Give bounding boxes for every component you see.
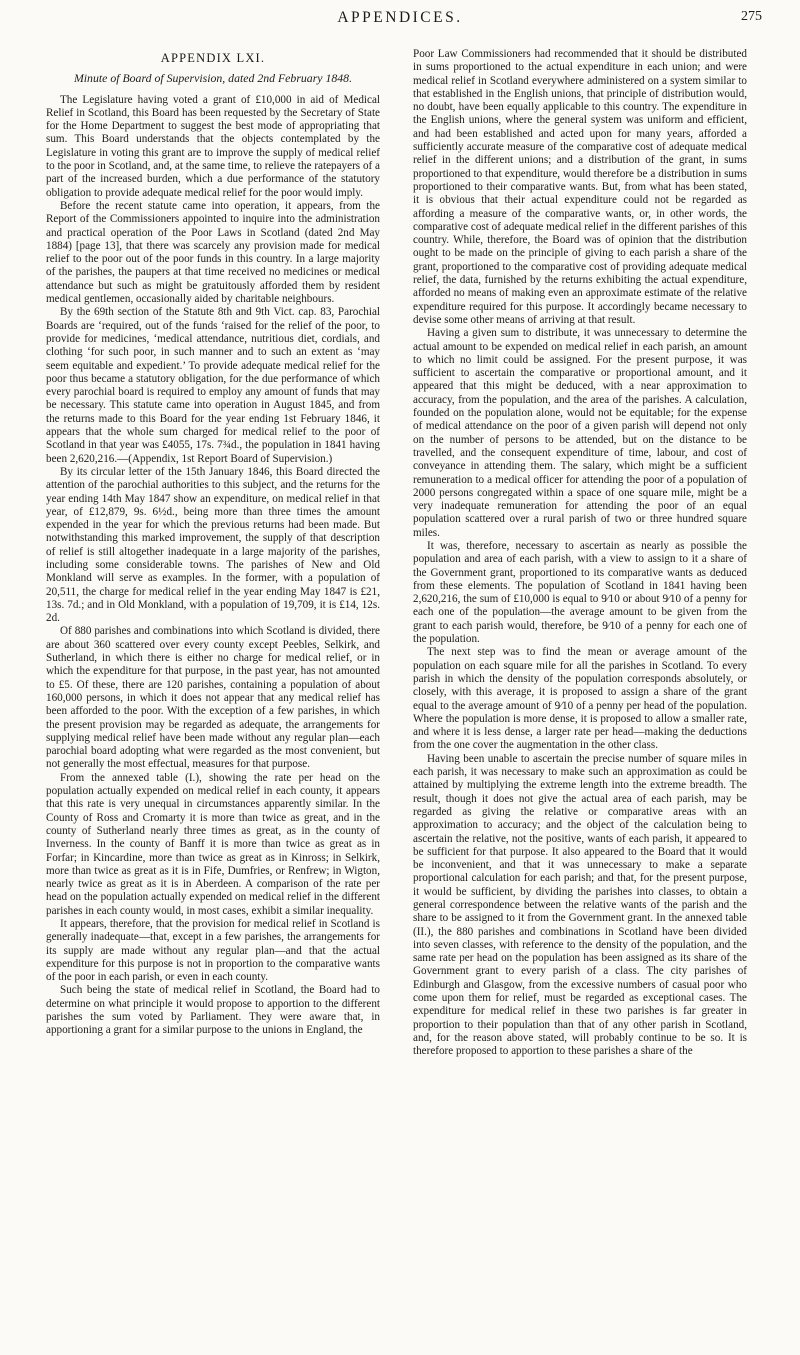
paragraph: Such being the state of medical relief in Scotland, the Board had to determine on what principle it would propose to apportion to the different parishes the sum voted by Parliament. They were aware that, in apportioning a grant for a similar purpose to the unions in England, the [46, 984, 380, 1037]
appendix-title: APPENDIX LXI. [160, 51, 266, 65]
paragraph: Of 880 parishes and combinations into which Scotland is divided, there are about 360 scattered over every county except Peebles, Selkirk, and Sutherland, in which there is either no charge for medical relief, or in which the expenditure for that purpose, in the past year, has not amounted to £5. Of these, there are 120 parishes, containing a population of about 160,000 persons, in which it does not appear that any medical relief has been afforded to the poor. With the exception of a few parishes, in which the present provision may be regarded as adequate, the arrangements for supplying medical relief have been made without any regular plan—each parochial board adopting what were regarded as the most convenient, but not generally the most effectual, measures for that purpose. [46, 625, 380, 771]
right-column [413, 48, 747, 1059]
paragraph: From the annexed table (I.), showing the rate per head on the population actually expended on medical relief in each county, it appears that this rate is very unequal in circumstances apparently similar. In the County of Ross and Cromarty it is more than twice as great, and in the county of Sutherland nearly three times as great, as in the county of Inverness. In the county of Banff it is more than twice as great as in Forfar; in Kincardine, more than twice as great as in Kinross; in Selkirk, more than twice as great as it is in Fife, Dumfries, or Renfrew; in Wigton, nearly twice as great as it is in Aberdeen. A comparison of the rate per head on the population actually expended on medical relief in the different parishes in each county would, in most cases, exhibit a similar inequality. [46, 771, 380, 917]
paragraph: By its circular letter of the 15th January 1846, this Board directed the attention of the parochial authorities to this subject, and the returns for the year ending 14th May 1847 show an expenditure, on medical relief in that year, of £12,879, 9s. 6½d., being more than three times the amount expended in the year for which the previous returns had been made. But notwithstanding this marked improvement, the supply of that description of relief is still altogether inadequate in a large majority of the parishes, including some considerable towns. The parishes of New and Old Monkland will serve as examples. In the former, with a population of 20,511, the charge for medical relief in the year ending May 1847 is £21, 13s. 7d.; and in Old Monkland, with a population of 19,709, it is £14, 12s. 2d. [46, 465, 380, 625]
running-head: APPENDICES. [337, 9, 463, 26]
paragraph: It was, therefore, necessary to ascertain as nearly as possible the population and area of each parish, with a view to assign to it a share of the Government grant, proportioned to its comparative wants as deduced from these elements. The population of Scotland in 1841 having been 2,620,216, the sum of £10,000 is equal to 9⁄10 or about 9⁄10 of a penny for each one of the population—the average amount to be given from the grant to each parish would, therefore, be 9⁄10 of a penny for each one of the population. [413, 539, 747, 646]
paragraph: The Legislature having voted a grant of £10,000 in aid of Medical Relief in Scotland, this Board has been requested by the Secretary of State for the Home Department to suggest the best mode of appropriating that sum. This Board understands that the objects contemplated by the Legislature in voting this grant are to improve the supply of medical relief to the poor in Scotland, and, at the same time, to relieve the ratepayers of a part of the increased burden, which a due performance of the statutory obligation to provide adequate medical relief for the poor would imply. [46, 93, 380, 199]
page-header [0, 6, 800, 34]
paragraph: Before the recent statute came into operation, it appears, from the Report of the Commissioners appointed to inquire into the administration and practical operation of the Poor Laws in Scotland (dated 2nd May 1884) [page 13], that there was scarcely any provision made for medical relief to the poor out of the poor funds in this country. In a large majority of the parishes, the paupers at that time received no medicines or medical attendance but such as might be gratuitously afforded them by resident medical gentlemen, occasionally aided by charitable neighbours. [46, 199, 380, 306]
paragraph: Poor Law Commissioners had recommended that it should be distributed in sums proportioned to the actual expenditure in each union; and were medical relief in Scotland everywhere administered on a system similar to that established in the English unions, that principle of distribution would, no doubt, have been equally applicable to this country. The expenditure in the English unions, where the general system was uniform and efficient, and had been established and acted upon for many years, afforded a sufficiently accurate measure of the comparative cost of adequate medical relief in the different unions; and a distribution of the grant, in sums proportioned to that expenditure, would therefore be a distribution in sums proportioned to their comparative wants. But, from what has been stated, it is obvious that their actual expenditure could not be regarded as affording a measure of the comparative wants, or, in other words, the comparative cost of adequate medical relief in the different parishes of this country. While, therefore, the Board was of opinion that the distribution ought to be made on the principle of giving to each parish a share of the grant, proportioned to the comparative cost of providing adequate medical relief, the data, furnished by the returns exhibiting the actual expenditure, afforded no means of making even an approximate estimate of the relative expenditure required for this purpose. It accordingly became necessary to devise some other means of arriving at that result. [413, 48, 747, 326]
paragraph: Having been unable to ascertain the precise number of square miles in each parish, it was necessary to make such an approximation as could be attained by multiplying the extreme length into the extreme breadth. The result, though it does not give the actual area of each parish, may be regarded as giving the relative or comparative areas with an approximation to accuracy; and the object of the calculation being to ascertain the relative, not the positive, wants of each parish, it appeared to be sufficient for that purpose. It also appeared to the Board that it would be inconvenient, and that it was unnecessary to make a separate proportional calculation for each parish; and that, for the present purpose, it would be sufficient, by dividing the parishes into classes, to obtain a general correspondence between the relative wants of the parish and the share to be assigned to it from the Government grant. In the annexed table (II.), the 880 parishes and combinations in Scotland have been divided into seven classes, with reference to the density of the population, and the same rate per head on the population has been assigned as its share of the Government grant to every parish of a class. The city parishes of Edinburgh and Glasgow, from the excessive numbers of casual poor who come upon them for relief, must be regarded as exceptional cases. The expenditure for medical relief in these two parishes is far greater in proportion to their population than that of any other parish in Scotland, and, for the reason above stated, will probably continue to be so. It is therefore proposed to apportion to these parishes a share of the [413, 752, 747, 1058]
paragraph: Having a given sum to distribute, it was unnecessary to determine the actual amount to be expended on medical relief in each parish, an amount to which no limit could be assigned. For the present purpose, it was sufficient to ascertain the comparative or proportional amount, and it appeared that this might be deduced, with a near approximation to accuracy, from the population, and the area of the parishes. A calculation, founded on the population alone, would not be equitable; for the expense of medical attendance on the poor of a given parish will depend not only on the number of persons to be attended, but on the distance to be travelled, and the consequent expenditure of time, labour, and cost of conveyance in attending them. The salary, which might be a sufficient remuneration to a medical officer for attending the poor of a population of 2000 persons congregated within a space of one square mile, might be a very inadequate remuneration for attending the poor of an equal population scattered over a rural parish of two or three hundred square miles. [413, 327, 747, 539]
minute-title: Minute of Board of Supervision, dated 2nd February 1848. [73, 71, 353, 86]
page-number: 275 [741, 9, 762, 24]
paragraph: It appears, therefore, that the provision for medical relief in Scotland is generally inadequate—that, except in a few parishes, the arrangements for its supply are made without any regular plan—and that the actual expenditure for this purpose is not in proportion to the comparative wants of the poor in each parish, or even in each county. [46, 918, 380, 984]
paragraph: The next step was to find the mean or average amount of the population on each square mile for all the parishes in Scotland. To every parish in which the density of the population corresponds absolutely, or closely, with this average, it is proposed to assign a share of the grant equal to the average amount of 9⁄10 of a penny per head of the population. Where the population is more dense, it is proposed to allow a smaller rate, and where it is less dense, a larger rate per head—making the deductions from the one cover the augmentation in the other class. [413, 646, 747, 752]
paragraph: By the 69th section of the Statute 8th and 9th Vict. cap. 83, Parochial Boards are ‘required, out of the funds ‘raised for the relief of the poor, to provide for medicines, ‘medical attendance, nutritious diet, cordials, and clothing ‘for such poor, in such manner and to such an extent as ‘may seem equitable and expedient.’ To provide adequate medical relief for the poor thus became a statutory obligation, for the due performance of which every parochial board is required to employ any amount of funds that may be necessary. This statute came into operation in August 1845, and from the returns made to this Board for the year ending 1st February 1846, it appears that the whole sum charged for medical relief to the poor of Scotland in that year was £4055, 17s. 7¾d., the population in 1841 having been 2,620,216.—(Appendix, 1st Report Board of Supervision.) [46, 306, 380, 465]
left-column [46, 52, 380, 1038]
